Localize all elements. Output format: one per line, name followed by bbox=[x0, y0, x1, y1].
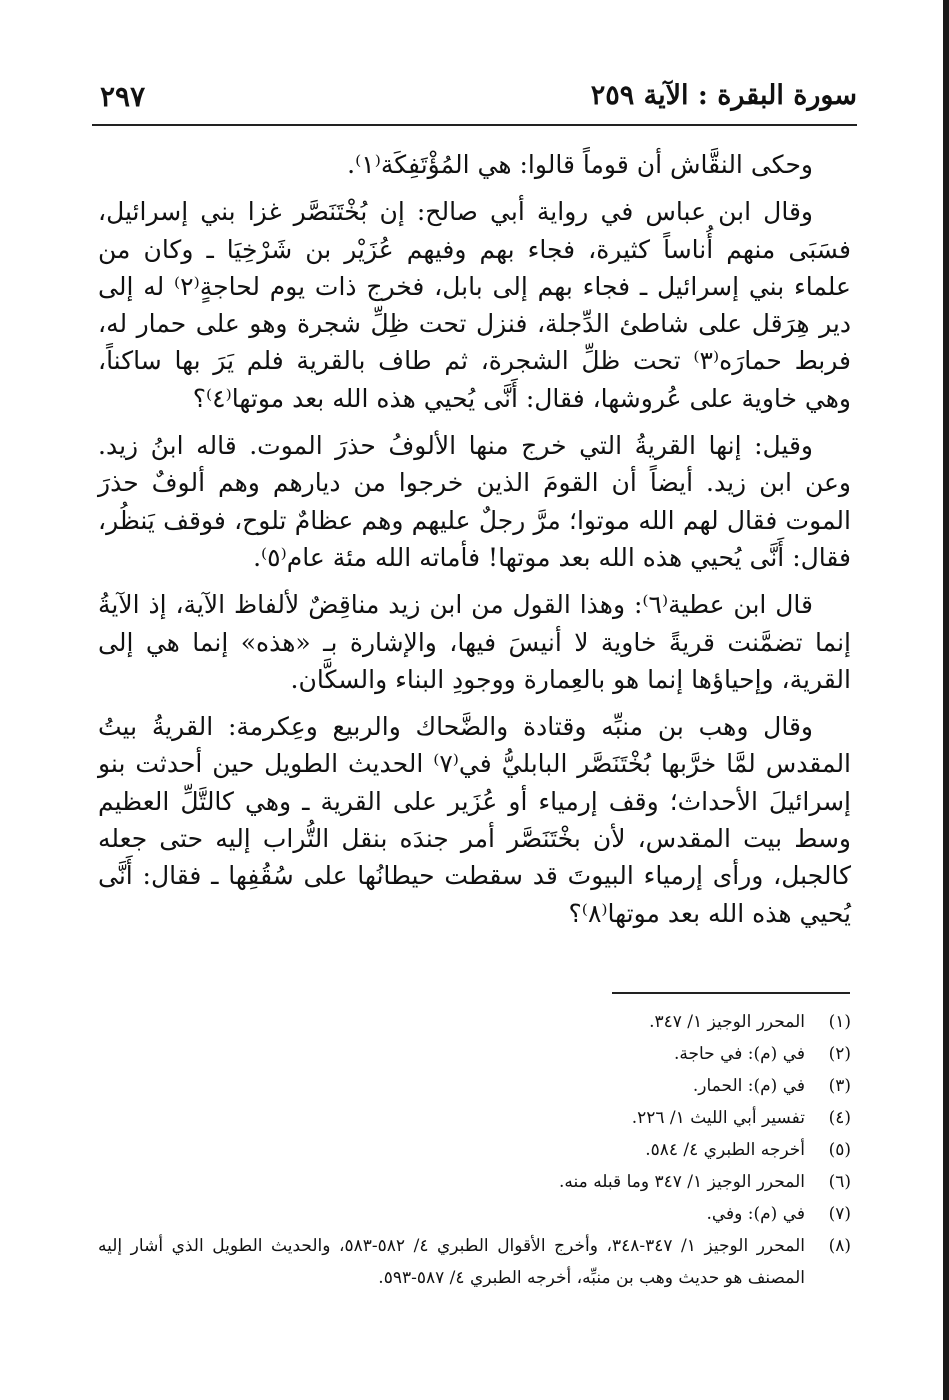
footnote-rule bbox=[612, 992, 850, 994]
footnote-text: في (م): في حاجة. bbox=[673, 1044, 805, 1064]
footnote-number: (٢) bbox=[828, 1044, 851, 1064]
footnote-number: (٨) bbox=[828, 1236, 851, 1256]
footnote-text: المحرر الوجيز ١/ ٣٤٧-٣٤٨، وأخرج الأقوال الطبري ٤/ ٥٨٢-٥٨٣، والحديث الطويل الذي أشار إليه المصنف هو حديث وهب بن منبِّه، أخرجه الطبري ٤/ ٥٨٧-٥٩٣. bbox=[98, 1236, 805, 1288]
footnote bbox=[98, 1102, 851, 1134]
footnote-text: أخرجه الطبري ٤/ ٥٨٤. bbox=[645, 1140, 805, 1160]
paragraph: وقال ابن عباس في رواية أبي صالح: إن بُخْتَنَصَّر غزا بني إسرائيل، فسَبَى منهم أُناساً كثيرة، فجاء بهم وفيهم عُزَيْر بن شَرْخِيَا ـ وكان من علماء بني إسرائيل ـ فجاء بهم إلى بابل، فخرج ذات يوم لحاجةٍ⁽٢⁾ له إلى دير هِرَقل على شاطئ الدِّجلة، فنزل تحت ظِلِّ شجرة وهو على حمار له، فربط حمارَه⁽٣⁾ تحت ظلِّ الشجرة، ثم طاف بالقرية فلم يَرَ بها ساكناً، وهي خاوية على عُروشها، فقال: أَنَّى يُحيي هذه الله بعد موتها⁽٤⁾؟ bbox=[98, 197, 852, 413]
footnote-number: (٧) bbox=[828, 1204, 851, 1224]
paragraph: وقال وهب بن منبِّه وقتادة والضَّحاك والربيع وعِكرمة: القريةُ بيتُ المقدس لمَّا خرَّبها بُخْتَنَصَّر البابليُّ في⁽٧⁾ الحديث الطويل حين أحدثت بنو إسرائيلَ الأحداث؛ وقف إرمياء أو عُزَير على القرية ـ وهي كالتَّلِّ العظيم وسط بيت المقدس، لأن بخْتَنَصَّر أمر جندَه بنقل التُّراب إليه حتى جعله كالجبل، ورأى إرمياء البيوتَ قد سقطت حيطانُها على سُقُفِها ـ فقال: أَنَّى يُحيي هذه الله بعد موتها⁽٨⁾؟ bbox=[98, 712, 852, 928]
footnote bbox=[98, 1230, 851, 1294]
footnote bbox=[98, 1134, 851, 1166]
main-text bbox=[98, 146, 851, 942]
running-title: سورة البقرة : الآية ٢٥٩ bbox=[590, 80, 857, 111]
header-rule bbox=[92, 124, 857, 126]
footnote bbox=[98, 1198, 851, 1230]
footnote bbox=[98, 1070, 851, 1102]
footnote-text: في (م): الحمار. bbox=[692, 1076, 805, 1096]
footnote-text: المحرر الوجيز ١/ ٣٤٧. bbox=[649, 1012, 805, 1032]
page-number: ٢٩٧ bbox=[100, 80, 146, 113]
footnote bbox=[98, 1038, 851, 1070]
footnotes bbox=[98, 1006, 851, 1294]
footnote-text: المحرر الوجيز ١/ ٣٤٧ وما قبله منه. bbox=[559, 1172, 805, 1192]
footnote-number: (٣) bbox=[828, 1076, 851, 1096]
page-header bbox=[92, 74, 857, 120]
footnote-text: تفسير أبي الليث ١/ ٢٢٦. bbox=[631, 1108, 805, 1128]
footnote-number: (٤) bbox=[828, 1108, 851, 1128]
footnote-number: (١) bbox=[828, 1012, 851, 1032]
footnote bbox=[98, 1006, 851, 1038]
page-edge bbox=[943, 0, 949, 1400]
paragraph: قال ابن عطية⁽٦⁾: وهذا القول من ابن زيد مناقِضٌ لألفاظ الآية، إذ الآيةُ إنما تضمَّنت قريةً خاوية لا أنيسَ فيها، والإشارة بـ «هذه» إنما هي إلى القرية، وإحياؤها إنما هو بالعِمارة ووجودِ البناء والسكَّان. bbox=[98, 590, 851, 694]
footnote-number: (٦) bbox=[828, 1172, 851, 1192]
footnote bbox=[98, 1166, 851, 1198]
paragraph: وقيل: إنها القريةُ التي خرج منها الألوفُ حذرَ الموت. قاله ابنُ زيد. وعن ابن زيد. أيضاً أن القومَ الذين خرجوا من ديارهم وهم ألوفٌ حذرَ الموت فقال لهم الله موتوا؛ مرَّ رجلٌ عليهم وهم عظامٌ تلوح، فوقف يَنظُر، فقال: أَنَّى يُحيي هذه الله بعد موتها! فأماته الله مئة عام⁽٥⁾. bbox=[98, 431, 851, 572]
footnote-number: (٥) bbox=[828, 1140, 851, 1160]
footnote-text: في (م): وفي. bbox=[706, 1204, 805, 1224]
paragraph: وحكى النقَّاش أن قوماً قالوا: هي المُؤْتَفِكَة⁽١⁾. bbox=[347, 150, 813, 179]
